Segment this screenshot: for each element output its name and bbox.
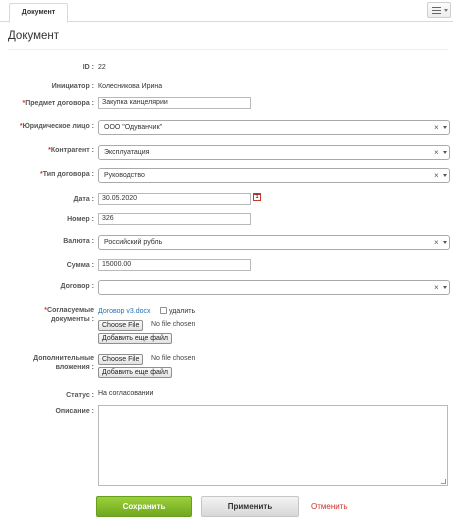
- attachments-choose-file-button[interactable]: Choose File: [98, 354, 143, 365]
- docs-label-line2: документы :: [50, 316, 94, 323]
- contract-type-value: Руководство: [104, 172, 145, 179]
- attachments-label-line1: Дополнительные: [33, 355, 94, 362]
- id-label: ID :: [82, 64, 94, 71]
- counterparty-label-text: Контрагент :: [50, 147, 94, 154]
- delete-checkbox[interactable]: [160, 307, 167, 314]
- number-label: Номер :: [67, 216, 94, 223]
- subject-label-text: Предмет договора :: [25, 100, 94, 107]
- subject-label: [4, 99, 94, 108]
- chevron-down-icon: [444, 9, 448, 12]
- legal-entity-value: ООО "Одуванчик": [104, 124, 163, 131]
- chevron-down-icon[interactable]: [443, 151, 447, 154]
- docs-choose-file-button[interactable]: Choose File: [98, 320, 143, 331]
- required-mark: *: [19, 123, 23, 130]
- clear-icon[interactable]: ×: [434, 148, 439, 157]
- document-file-link[interactable]: Договор v3.docx: [98, 308, 151, 315]
- clear-icon[interactable]: ×: [434, 238, 439, 247]
- amount-label: Сумма :: [66, 262, 94, 269]
- contract-type-select[interactable]: [98, 168, 450, 183]
- required-mark: *: [40, 171, 43, 178]
- amount-input[interactable]: 15000.00: [98, 259, 251, 271]
- clear-icon[interactable]: ×: [434, 171, 439, 180]
- docs-no-file-text: No file chosen: [151, 321, 196, 328]
- required-mark: *: [22, 100, 26, 107]
- status-value: На согласовании: [98, 390, 154, 397]
- hamburger-menu-icon: [432, 7, 441, 14]
- chevron-down-icon[interactable]: [443, 126, 447, 129]
- subject-input[interactable]: Закупка канцелярии: [98, 97, 251, 109]
- page-title: Документ: [8, 30, 60, 42]
- title-divider: [8, 49, 448, 50]
- counterparty-label: [4, 146, 94, 155]
- attachments-label-line2: вложения :: [55, 364, 94, 371]
- legal-entity-label: [4, 122, 94, 131]
- delete-checkbox-label[interactable]: удалить: [169, 308, 196, 315]
- resize-handle-icon[interactable]: [441, 479, 446, 484]
- status-label: Статус :: [66, 392, 94, 399]
- calendar-icon[interactable]: 1: [253, 193, 261, 201]
- docs-add-file-button[interactable]: Добавить еще файл: [98, 333, 172, 344]
- contract-select[interactable]: [98, 280, 450, 295]
- required-mark: *: [48, 147, 51, 154]
- number-input[interactable]: 326: [98, 213, 251, 225]
- id-value: 22: [98, 64, 106, 71]
- date-input[interactable]: 30.05.2020: [98, 193, 251, 205]
- chevron-down-icon[interactable]: [443, 174, 447, 177]
- clear-icon[interactable]: ×: [434, 283, 439, 292]
- apply-button[interactable]: Применить: [201, 496, 299, 517]
- chevron-down-icon[interactable]: [443, 286, 447, 289]
- currency-label: Валюта :: [63, 238, 94, 245]
- docs-label: [4, 306, 94, 324]
- currency-value: Российский рубль: [104, 239, 163, 246]
- menu-button[interactable]: [427, 2, 451, 18]
- counterparty-value: Эксплуатация: [104, 149, 150, 156]
- attachments-no-file-text: No file chosen: [151, 355, 196, 362]
- date-label: Дата :: [73, 196, 94, 203]
- tab-document[interactable]: Документ: [9, 3, 68, 23]
- cancel-link[interactable]: Отменить: [311, 502, 348, 511]
- required-mark: *: [44, 307, 48, 314]
- description-label: Описание :: [55, 408, 94, 415]
- initiator-label: Инициатор :: [51, 83, 94, 90]
- legal-entity-label-text: Юридическое лицо :: [22, 123, 94, 130]
- contract-label: Договор :: [60, 283, 94, 290]
- attachments-add-file-button[interactable]: Добавить еще файл: [98, 367, 172, 378]
- docs-label-line1: Согласуемые: [47, 307, 94, 314]
- clear-icon[interactable]: ×: [434, 123, 439, 132]
- save-button[interactable]: Сохранить: [96, 496, 192, 517]
- contract-type-label-text: Тип договора :: [42, 171, 94, 178]
- legal-entity-select[interactable]: [98, 120, 450, 135]
- attachments-label: [4, 354, 94, 372]
- chevron-down-icon[interactable]: [443, 241, 447, 244]
- counterparty-select[interactable]: [98, 145, 450, 160]
- currency-select[interactable]: [98, 235, 450, 250]
- contract-type-label: [4, 170, 94, 179]
- description-textarea[interactable]: [98, 405, 448, 486]
- initiator-value: Колесникова Ирина: [98, 83, 163, 90]
- tab-bar: [0, 0, 453, 22]
